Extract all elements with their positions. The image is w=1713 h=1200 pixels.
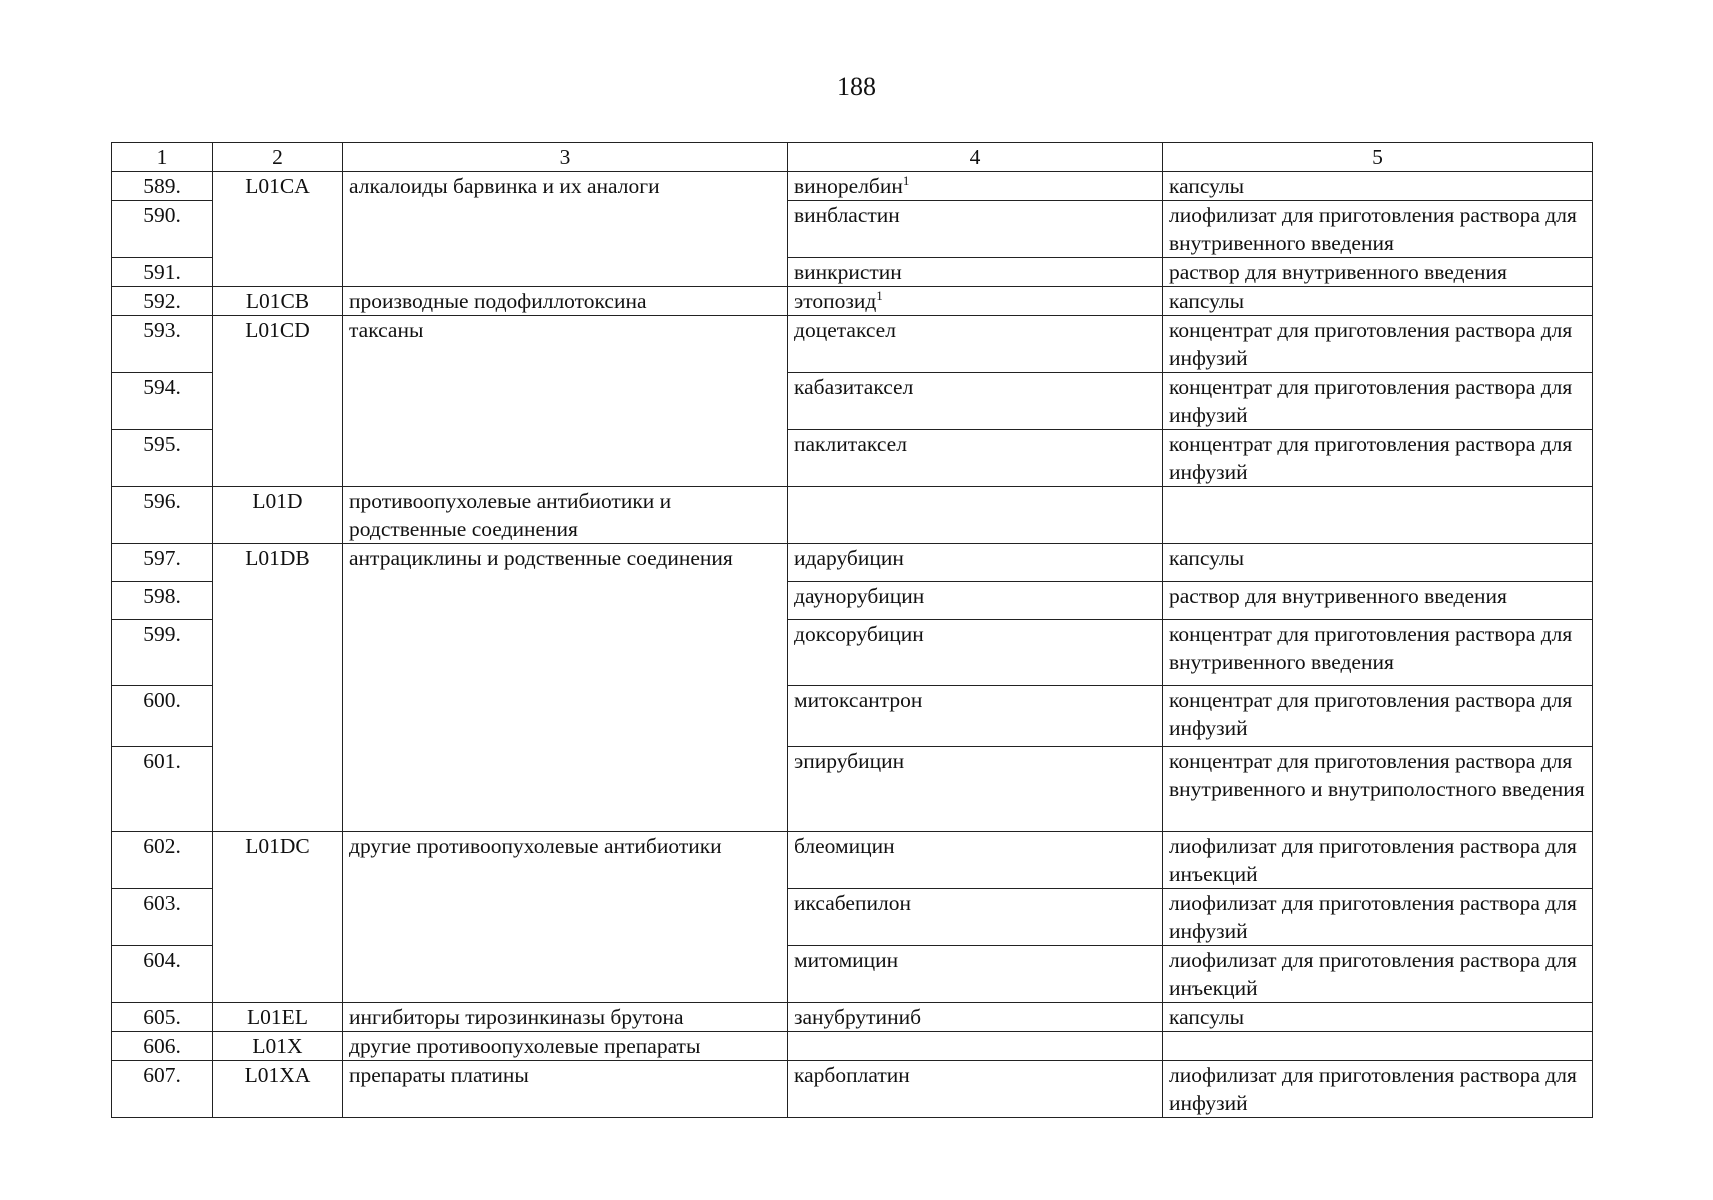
dosage-form: капсулы <box>1163 1003 1593 1032</box>
dosage-form: концентрат для приготовления раствора для внутривенного введения <box>1163 620 1593 686</box>
drug-name <box>788 1032 1163 1061</box>
drug-name: винбластин <box>788 201 1163 258</box>
footnote-mark: 1 <box>902 172 910 188</box>
atc-code: L01DB <box>213 544 343 832</box>
dosage-form: капсулы <box>1163 544 1593 582</box>
drug-name <box>788 172 1163 201</box>
drug-name: митоксантрон <box>788 686 1163 747</box>
group-name: препараты платины <box>343 1061 788 1118</box>
dosage-form <box>1163 487 1593 544</box>
table-row <box>112 544 1593 582</box>
group-name: антрациклины и родственные соединения <box>343 544 788 832</box>
group-name: алкалоиды барвинка и их аналоги <box>343 172 788 287</box>
table-row <box>112 1061 1593 1118</box>
row-number: 592. <box>112 287 213 316</box>
dosage-form: лиофилизат для приготовления раствора для инфузий <box>1163 889 1593 946</box>
drug-table <box>111 142 1593 1118</box>
header-cell-5: 5 <box>1163 143 1593 172</box>
dosage-form: концентрат для приготовления раствора для инфузий <box>1163 686 1593 747</box>
dosage-form <box>1163 1032 1593 1061</box>
atc-code: L01EL <box>213 1003 343 1032</box>
dosage-form: капсулы <box>1163 287 1593 316</box>
footnote-mark: 1 <box>876 287 883 303</box>
atc-code: L01XA <box>213 1061 343 1118</box>
atc-code: L01CA <box>213 172 343 287</box>
row-number: 590. <box>112 201 213 258</box>
dosage-form: лиофилизат для приготовления раствора для внутривенного введения <box>1163 201 1593 258</box>
group-name: противоопухолевые антибиотики и родственные соединения <box>343 487 788 544</box>
group-name: производные подофиллотоксина <box>343 287 788 316</box>
row-number: 601. <box>112 747 213 832</box>
drug-name: карбоплатин <box>788 1061 1163 1118</box>
row-number: 607. <box>112 1061 213 1118</box>
dosage-form: лиофилизат для приготовления раствора для инъекций <box>1163 946 1593 1003</box>
row-number: 598. <box>112 582 213 620</box>
group-name: ингибиторы тирозинкиназы брутона <box>343 1003 788 1032</box>
header-cell-1: 1 <box>112 143 213 172</box>
atc-code: L01CD <box>213 316 343 487</box>
header-cell-3: 3 <box>343 143 788 172</box>
drug-name: идарубицин <box>788 544 1163 582</box>
atc-code: L01CB <box>213 287 343 316</box>
drug-name: занубрутиниб <box>788 1003 1163 1032</box>
page-number: 188 <box>837 72 876 101</box>
row-number: 591. <box>112 258 213 287</box>
group-name: таксаны <box>343 316 788 487</box>
dosage-form: лиофилизат для приготовления раствора для инъекций <box>1163 832 1593 889</box>
table-row <box>112 487 1593 544</box>
row-number: 599. <box>112 620 213 686</box>
table-row <box>112 1003 1593 1032</box>
header-cell-4: 4 <box>788 143 1163 172</box>
dosage-form: раствор для внутривенного введения <box>1163 258 1593 287</box>
drug-name <box>788 287 1163 316</box>
group-name: другие противоопухолевые препараты <box>343 1032 788 1061</box>
drug-name: блеомицин <box>788 832 1163 889</box>
row-number: 604. <box>112 946 213 1003</box>
table-row <box>112 287 1593 316</box>
drug-name: даунорубицин <box>788 582 1163 620</box>
dosage-form: капсулы <box>1163 172 1593 201</box>
dosage-form: лиофилизат для приготовления раствора для инфузий <box>1163 1061 1593 1118</box>
dosage-form: концентрат для приготовления раствора для инфузий <box>1163 430 1593 487</box>
row-number: 606. <box>112 1032 213 1061</box>
row-number: 596. <box>112 487 213 544</box>
dosage-form: концентрат для приготовления раствора для инфузий <box>1163 373 1593 430</box>
table-row <box>112 316 1593 373</box>
drug-name: иксабепилон <box>788 889 1163 946</box>
row-number: 597. <box>112 544 213 582</box>
row-number: 593. <box>112 316 213 373</box>
table-row <box>112 172 1593 201</box>
drug-name: доцетаксел <box>788 316 1163 373</box>
dosage-form: раствор для внутривенного введения <box>1163 582 1593 620</box>
dosage-form: концентрат для приготовления раствора для внутривенного и внутриполостного введения <box>1163 747 1593 832</box>
drug-name: эпирубицин <box>788 747 1163 832</box>
drug-name: винкристин <box>788 258 1163 287</box>
drug-name-text: винорелбин <box>794 174 903 198</box>
header-cell-2: 2 <box>213 143 343 172</box>
drug-name <box>788 487 1163 544</box>
table-row <box>112 832 1593 889</box>
dosage-form: концентрат для приготовления раствора для инфузий <box>1163 316 1593 373</box>
row-number: 605. <box>112 1003 213 1032</box>
drug-name: кабазитаксел <box>788 373 1163 430</box>
table-row <box>112 1032 1593 1061</box>
row-number: 603. <box>112 889 213 946</box>
drug-name: паклитаксел <box>788 430 1163 487</box>
drug-name: доксорубицин <box>788 620 1163 686</box>
row-number: 602. <box>112 832 213 889</box>
row-number: 589. <box>112 172 213 201</box>
row-number: 600. <box>112 686 213 747</box>
drug-name-text: этопозид <box>794 289 877 313</box>
drug-name: митомицин <box>788 946 1163 1003</box>
row-number: 595. <box>112 430 213 487</box>
row-number: 594. <box>112 373 213 430</box>
group-name: другие противоопухолевые антибиотики <box>343 832 788 1003</box>
atc-code: L01X <box>213 1032 343 1061</box>
atc-code: L01D <box>213 487 343 544</box>
atc-code: L01DC <box>213 832 343 1003</box>
header-row <box>112 143 1593 172</box>
